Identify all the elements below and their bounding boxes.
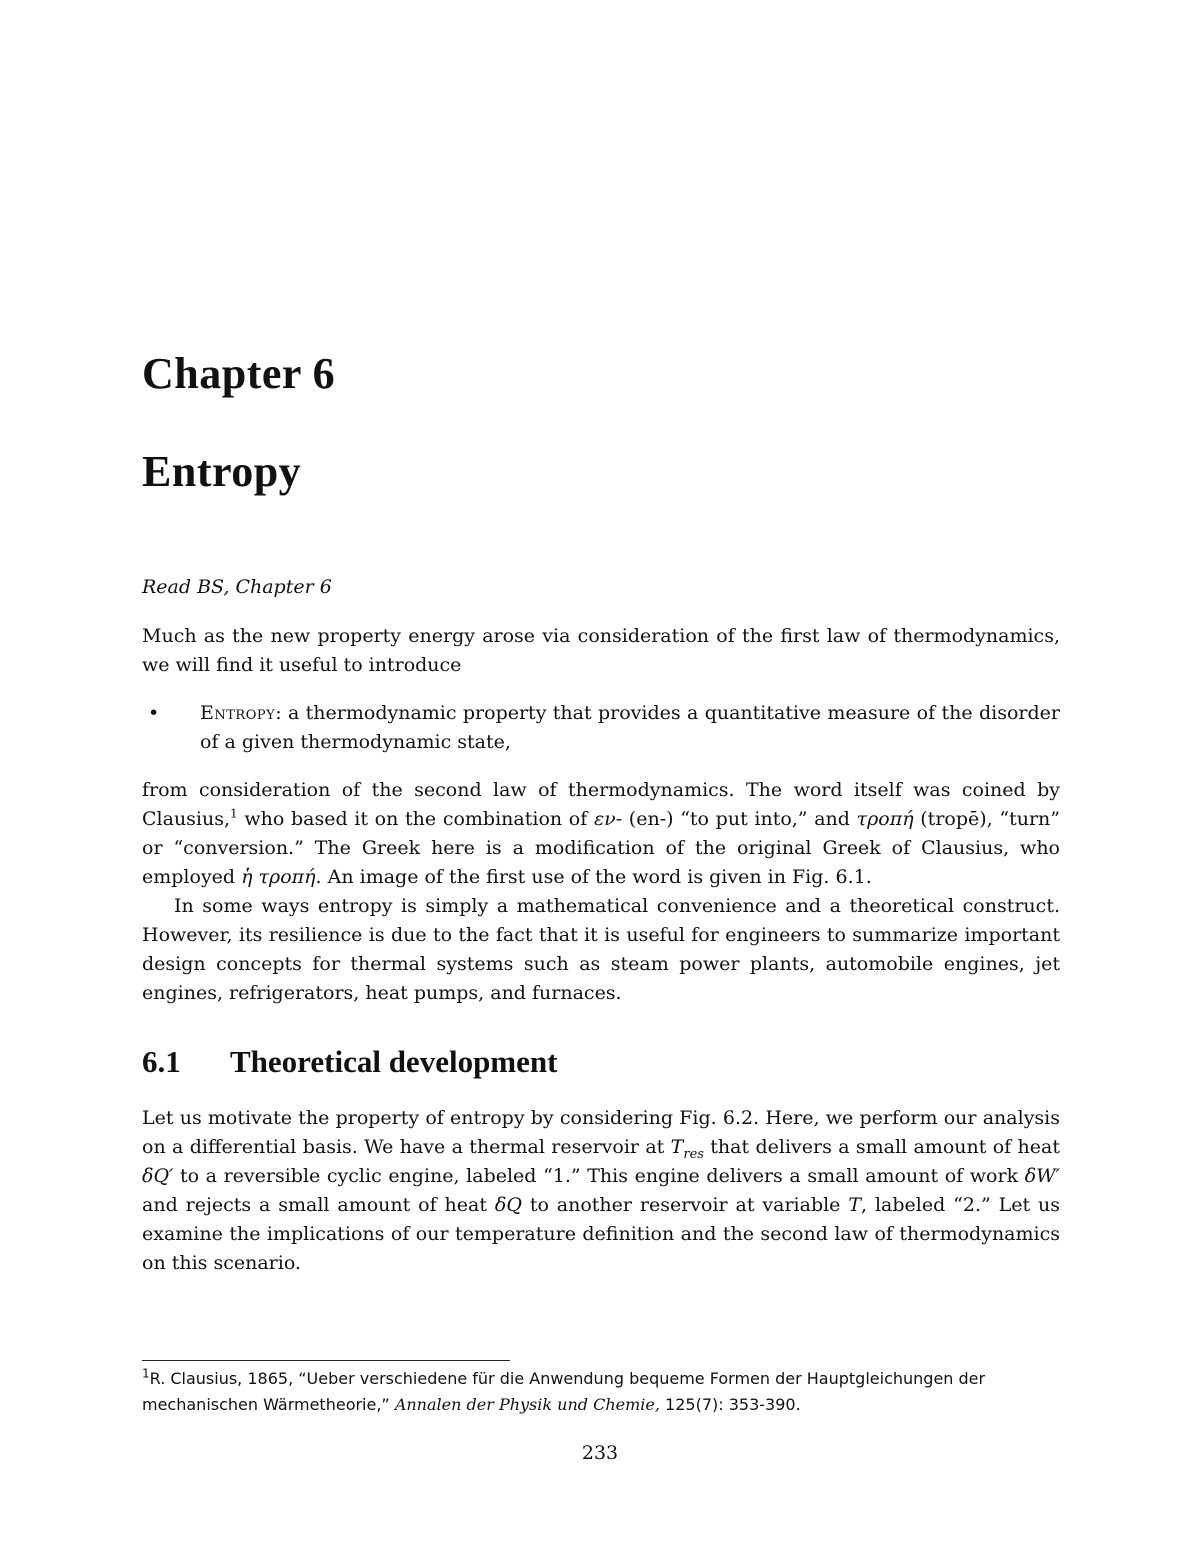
- resilience-paragraph: [142, 892, 1060, 1008]
- intro-paragraph: Much as the new property energy arose via consideration of the first law of thermodynamics, we will find it useful to introduce: [142, 625, 1060, 676]
- section-text-4: and rejects a small amount of heat: [142, 1194, 495, 1216]
- footnote: [142, 1366, 1060, 1418]
- symbol-dq-prime: δQ′: [142, 1165, 174, 1187]
- symbol-t: T: [848, 1194, 862, 1216]
- greek-he-trope: ἡ τροπή: [241, 866, 316, 888]
- section-title: Theoretical development: [230, 1044, 558, 1079]
- greek-trope: τροπή: [856, 808, 914, 830]
- footnote-text: R. Clausius, 1865, “Ueber verschiedene für die Anwendung bequeme Formen der Hauptgleichungen der mechanischen Wärmetheorie,”: [142, 1369, 986, 1414]
- chapter-title: Entropy: [142, 447, 302, 496]
- etymology-text-2: who based it on the combination of: [237, 808, 594, 830]
- section-text-5: to another reservoir at variable: [521, 1194, 849, 1216]
- section-text-3: to a reversible cyclic engine, labeled “1.” This engine delivers a small amount of work: [173, 1165, 1025, 1187]
- etymology-text-4: (tropē), “turn” or “conversion.” The Greek here is a modification of the original Greek of Clausius, who employed: [142, 808, 1060, 888]
- bullet-icon: •: [148, 702, 160, 724]
- etymology-paragraph: [142, 776, 1060, 892]
- section-paragraph: [142, 1104, 1060, 1278]
- reading-assignment: Read BS, Chapter 6: [142, 576, 332, 598]
- footnote-divider: [142, 1360, 510, 1361]
- greek-en: εν-: [593, 808, 623, 830]
- definition-term: Entropy: [200, 702, 276, 724]
- body-paragraphs: [142, 776, 1060, 1008]
- section-text-6: , labeled “2.” Let us examine the implications of our temperature definition and the second law of thermodynamics on this scenario.: [142, 1194, 1060, 1274]
- definition-text: [172, 699, 1060, 757]
- symbol-t-res: T: [670, 1136, 684, 1158]
- section-text-1: Let us motivate the property of entropy by considering Fig. 6.2. Here, we perform our analysis on a differential basis. We have a thermal reservoir at: [142, 1107, 1060, 1158]
- footnote-citation: 125(7): 353-390.: [659, 1395, 801, 1414]
- etymology-text-1: from consideration of the second law of thermodynamics. The word itself was coined by Clausius,: [142, 779, 1060, 830]
- section-number: 6.1: [142, 1044, 181, 1079]
- symbol-dq: δQ: [494, 1194, 522, 1216]
- definition-body: : a thermodynamic property that provides a quantitative measure of the disorder of a given thermodynamic state,: [200, 702, 1060, 753]
- section-text-2: that delivers a small amount of heat: [703, 1136, 1060, 1158]
- definition-list-item: [148, 699, 1060, 757]
- page-number: 233: [581, 1442, 619, 1464]
- resilience-text: In some ways entropy is simply a mathematical convenience and a theoretical construct. However, its resilience is due to the fact that it is useful for engineers to summarize important design concepts for thermal systems such as steam power plants, automobile engines, jet engines, refrigerators, heat pumps, and furnaces.: [142, 895, 1060, 1004]
- symbol-dw-prime: δW′: [1024, 1165, 1060, 1187]
- footnote-reference[interactable]: 1: [230, 806, 238, 821]
- footnote-journal: Annalen der Physik und Chemie,: [394, 1395, 660, 1414]
- footnote-marker: 1: [142, 1366, 150, 1381]
- etymology-text-5: . An image of the first use of the word is given in Fig. 6.1.: [315, 866, 872, 888]
- symbol-t-res-subscript: res: [683, 1146, 704, 1162]
- chapter-label: Chapter 6: [142, 349, 336, 398]
- section-heading: [142, 1042, 557, 1082]
- etymology-text-3: (en-) “to put into,” and: [622, 808, 857, 830]
